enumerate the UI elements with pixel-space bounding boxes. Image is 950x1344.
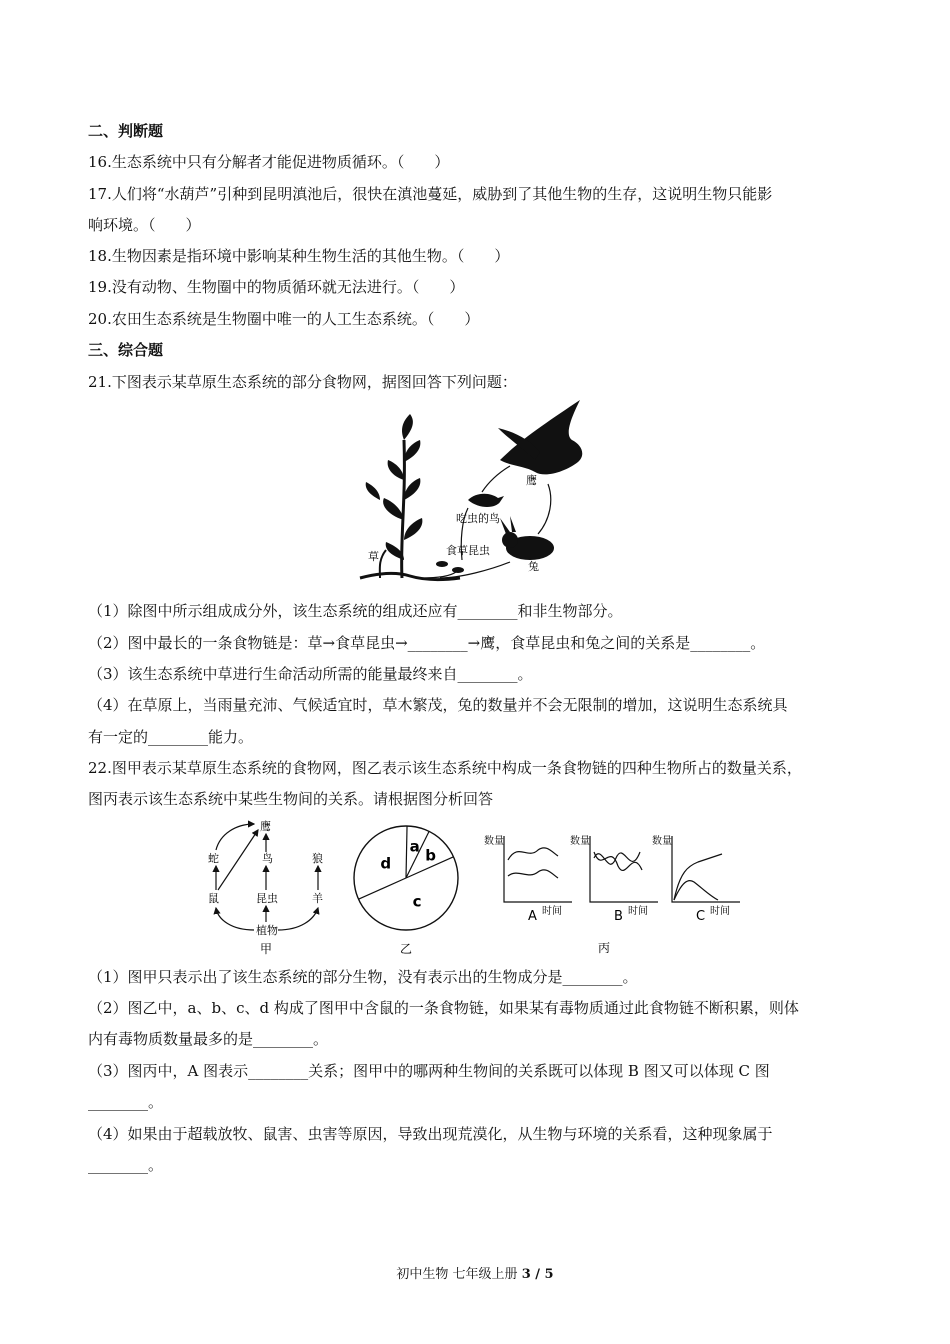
jia-label-bird: 鸟 xyxy=(262,852,273,865)
bing-graph-label-B: B xyxy=(614,909,623,924)
jia-label-mouse: 鼠 xyxy=(208,892,219,905)
label-herbivorous-insect: 食草昆虫 xyxy=(446,544,490,557)
jia-label-plant: 植物 xyxy=(256,924,278,937)
section-heading-comprehensive: 三、综合题 xyxy=(88,341,164,359)
bing-graph-B xyxy=(570,834,658,924)
bing-ylabel-B: 数量 xyxy=(570,836,590,847)
footer-text: 初中生物 七年级上册 xyxy=(396,1267,522,1282)
label-insectivorous-bird: 吃虫的鸟 xyxy=(456,512,500,525)
pie-divider-d xyxy=(359,878,406,899)
pie-chart xyxy=(354,826,458,930)
pie-slice-label-d: d xyxy=(380,854,392,873)
food-web-figure-21 xyxy=(350,400,590,588)
jia-label-sheep: 羊 xyxy=(312,892,323,905)
question-22-part-3-line-1: （3）图丙中，A 图表示________关系；图甲中的哪两种生物间的关系既可以体现 B 图又可以体现 C 图 xyxy=(88,1062,770,1080)
bing-curve-C-2 xyxy=(674,881,718,900)
bing-xlabel-B: 时间 xyxy=(628,906,648,917)
question-17-line-1: 17.人们将“水葫芦”引种到昆明滇池后，很快在滇池蔓延，威胁到了其他生物的生存，这说明生物只能影 xyxy=(88,185,773,203)
figure-jia-food-web xyxy=(196,816,341,958)
question-21-part-4-line-1: （4）在草原上，当雨量充沛、气候适宜时，草木繁茂，兔的数量并不会无限制的增加，这说明生态系统具 xyxy=(88,696,788,714)
question-22-part-2-line-2: 内有毒物质数量最多的是________。 xyxy=(88,1030,329,1048)
section-heading-judgement: 二、判断题 xyxy=(88,122,164,140)
question-22-part-1: （1）图甲只表示出了该生态系统的部分生物，没有表示出的生物成分是________。 xyxy=(88,968,638,986)
question-16: 16.生态系统中只有分解者才能促进物质循环。（ ） xyxy=(88,153,450,171)
question-20: 20.农田生态系统是生物圈中唯一的人工生态系统。（ ） xyxy=(88,310,480,328)
footer-page-number: 3 / 5 xyxy=(521,1267,554,1282)
bing-axes-B xyxy=(590,836,658,902)
arrow-grass-to-rabbit xyxy=(440,562,510,578)
bing-curve-A-2 xyxy=(508,870,558,878)
pie-divider-a xyxy=(406,826,407,878)
question-21-part-3: （3）该生态系统中草进行生命活动所需的能量最终来自________。 xyxy=(88,665,533,683)
pie-slice-label-c: c xyxy=(412,892,422,911)
question-21-part-2: （2）图中最长的一条食物链是：草→食草昆虫→________→鹰，食草昆虫和兔之间的关系是________。 xyxy=(88,634,766,652)
pie-slice-label-b: b xyxy=(425,846,436,865)
label-grass: 草 xyxy=(368,550,379,563)
question-22-stem-line-2: 图丙表示该生态系统中某些生物间的关系。请根据图分析回答 xyxy=(88,790,494,808)
question-22-part-2-line-1: （2）图乙中，a、b、c、d 构成了图甲中含鼠的一条食物链，如果某有毒物质通过此食物链不断积累，则体 xyxy=(88,999,799,1017)
bing-curve-A-1 xyxy=(508,848,558,860)
bing-axes-A xyxy=(504,836,572,902)
label-rabbit: 兔 xyxy=(528,560,539,573)
jia-arrows xyxy=(216,824,318,930)
yi-caption: 乙 xyxy=(400,942,413,956)
bing-xlabel-C: 时间 xyxy=(710,906,730,917)
arrow-rabbit-to-eagle xyxy=(538,484,551,534)
bing-graph-label-C: C xyxy=(696,909,706,924)
figure-bing-graphs xyxy=(478,822,740,956)
question-22-stem-line-1: 22.图甲表示某草原生态系统的食物网，图乙表示该生态系统中构成一条食物链的四种生物所占的数量关系， xyxy=(88,759,802,777)
bing-graph-label-A: A xyxy=(528,909,537,924)
jia-label-insect: 昆虫 xyxy=(256,892,278,905)
question-18: 18.生物因素是指环境中影响某种生物生活的其他生物。（ ） xyxy=(88,247,510,265)
figure-yi-pie xyxy=(350,820,462,956)
label-eagle: 鹰 xyxy=(526,474,537,487)
bing-graph-group xyxy=(484,834,740,924)
question-22-part-3-line-2: ________。 xyxy=(88,1093,164,1111)
bing-curve-C-1 xyxy=(674,854,722,900)
question-21-stem: 21.下图表示某草原生态系统的部分食物网，据图回答下列问题： xyxy=(88,373,517,391)
bing-ylabel-A: 数量 xyxy=(484,836,504,847)
herbivorous-insect-illustration xyxy=(436,561,464,573)
arrow-snake-eagle xyxy=(216,824,254,850)
bing-caption: 丙 xyxy=(598,941,611,955)
jia-caption: 甲 xyxy=(260,942,273,956)
question-17-line-2: 响环境。（ ） xyxy=(88,216,201,234)
question-22-part-4-line-2: ________。 xyxy=(88,1156,164,1174)
insectivorous-bird-illustration xyxy=(468,494,504,507)
pie-slice-label-a: a xyxy=(409,837,420,856)
bing-xlabel-A: 时间 xyxy=(542,906,562,917)
arrow-plant-mouse xyxy=(216,908,254,930)
arrow-plant-sheep xyxy=(278,908,318,930)
page-footer xyxy=(0,1263,950,1282)
question-19: 19.没有动物、生物圈中的物质循环就无法进行。（ ） xyxy=(88,278,465,296)
arrow-bird-to-eagle xyxy=(482,466,510,492)
bing-graph-A xyxy=(484,834,572,924)
eagle-illustration xyxy=(498,400,582,474)
question-22-part-4-line-1: （4）如果由于超载放牧、鼠害、虫害等原因，导致出现荒漠化，从生物与环境的关系看，这种现象属于 xyxy=(88,1125,773,1143)
question-21-part-1: （1）除图中所示组成成分外，该生态系统的组成还应有________和非生物部分。 xyxy=(88,602,623,620)
jia-label-eagle: 鹰 xyxy=(260,820,271,833)
jia-label-wolf: 狼 xyxy=(312,852,323,865)
bing-ylabel-C: 数量 xyxy=(652,836,672,847)
bing-graph-C xyxy=(652,834,740,924)
question-21-part-4-line-2: 有一定的________能力。 xyxy=(88,728,254,746)
arrow-mouse-eagle xyxy=(218,830,258,890)
jia-label-snake: 蛇 xyxy=(208,852,219,865)
